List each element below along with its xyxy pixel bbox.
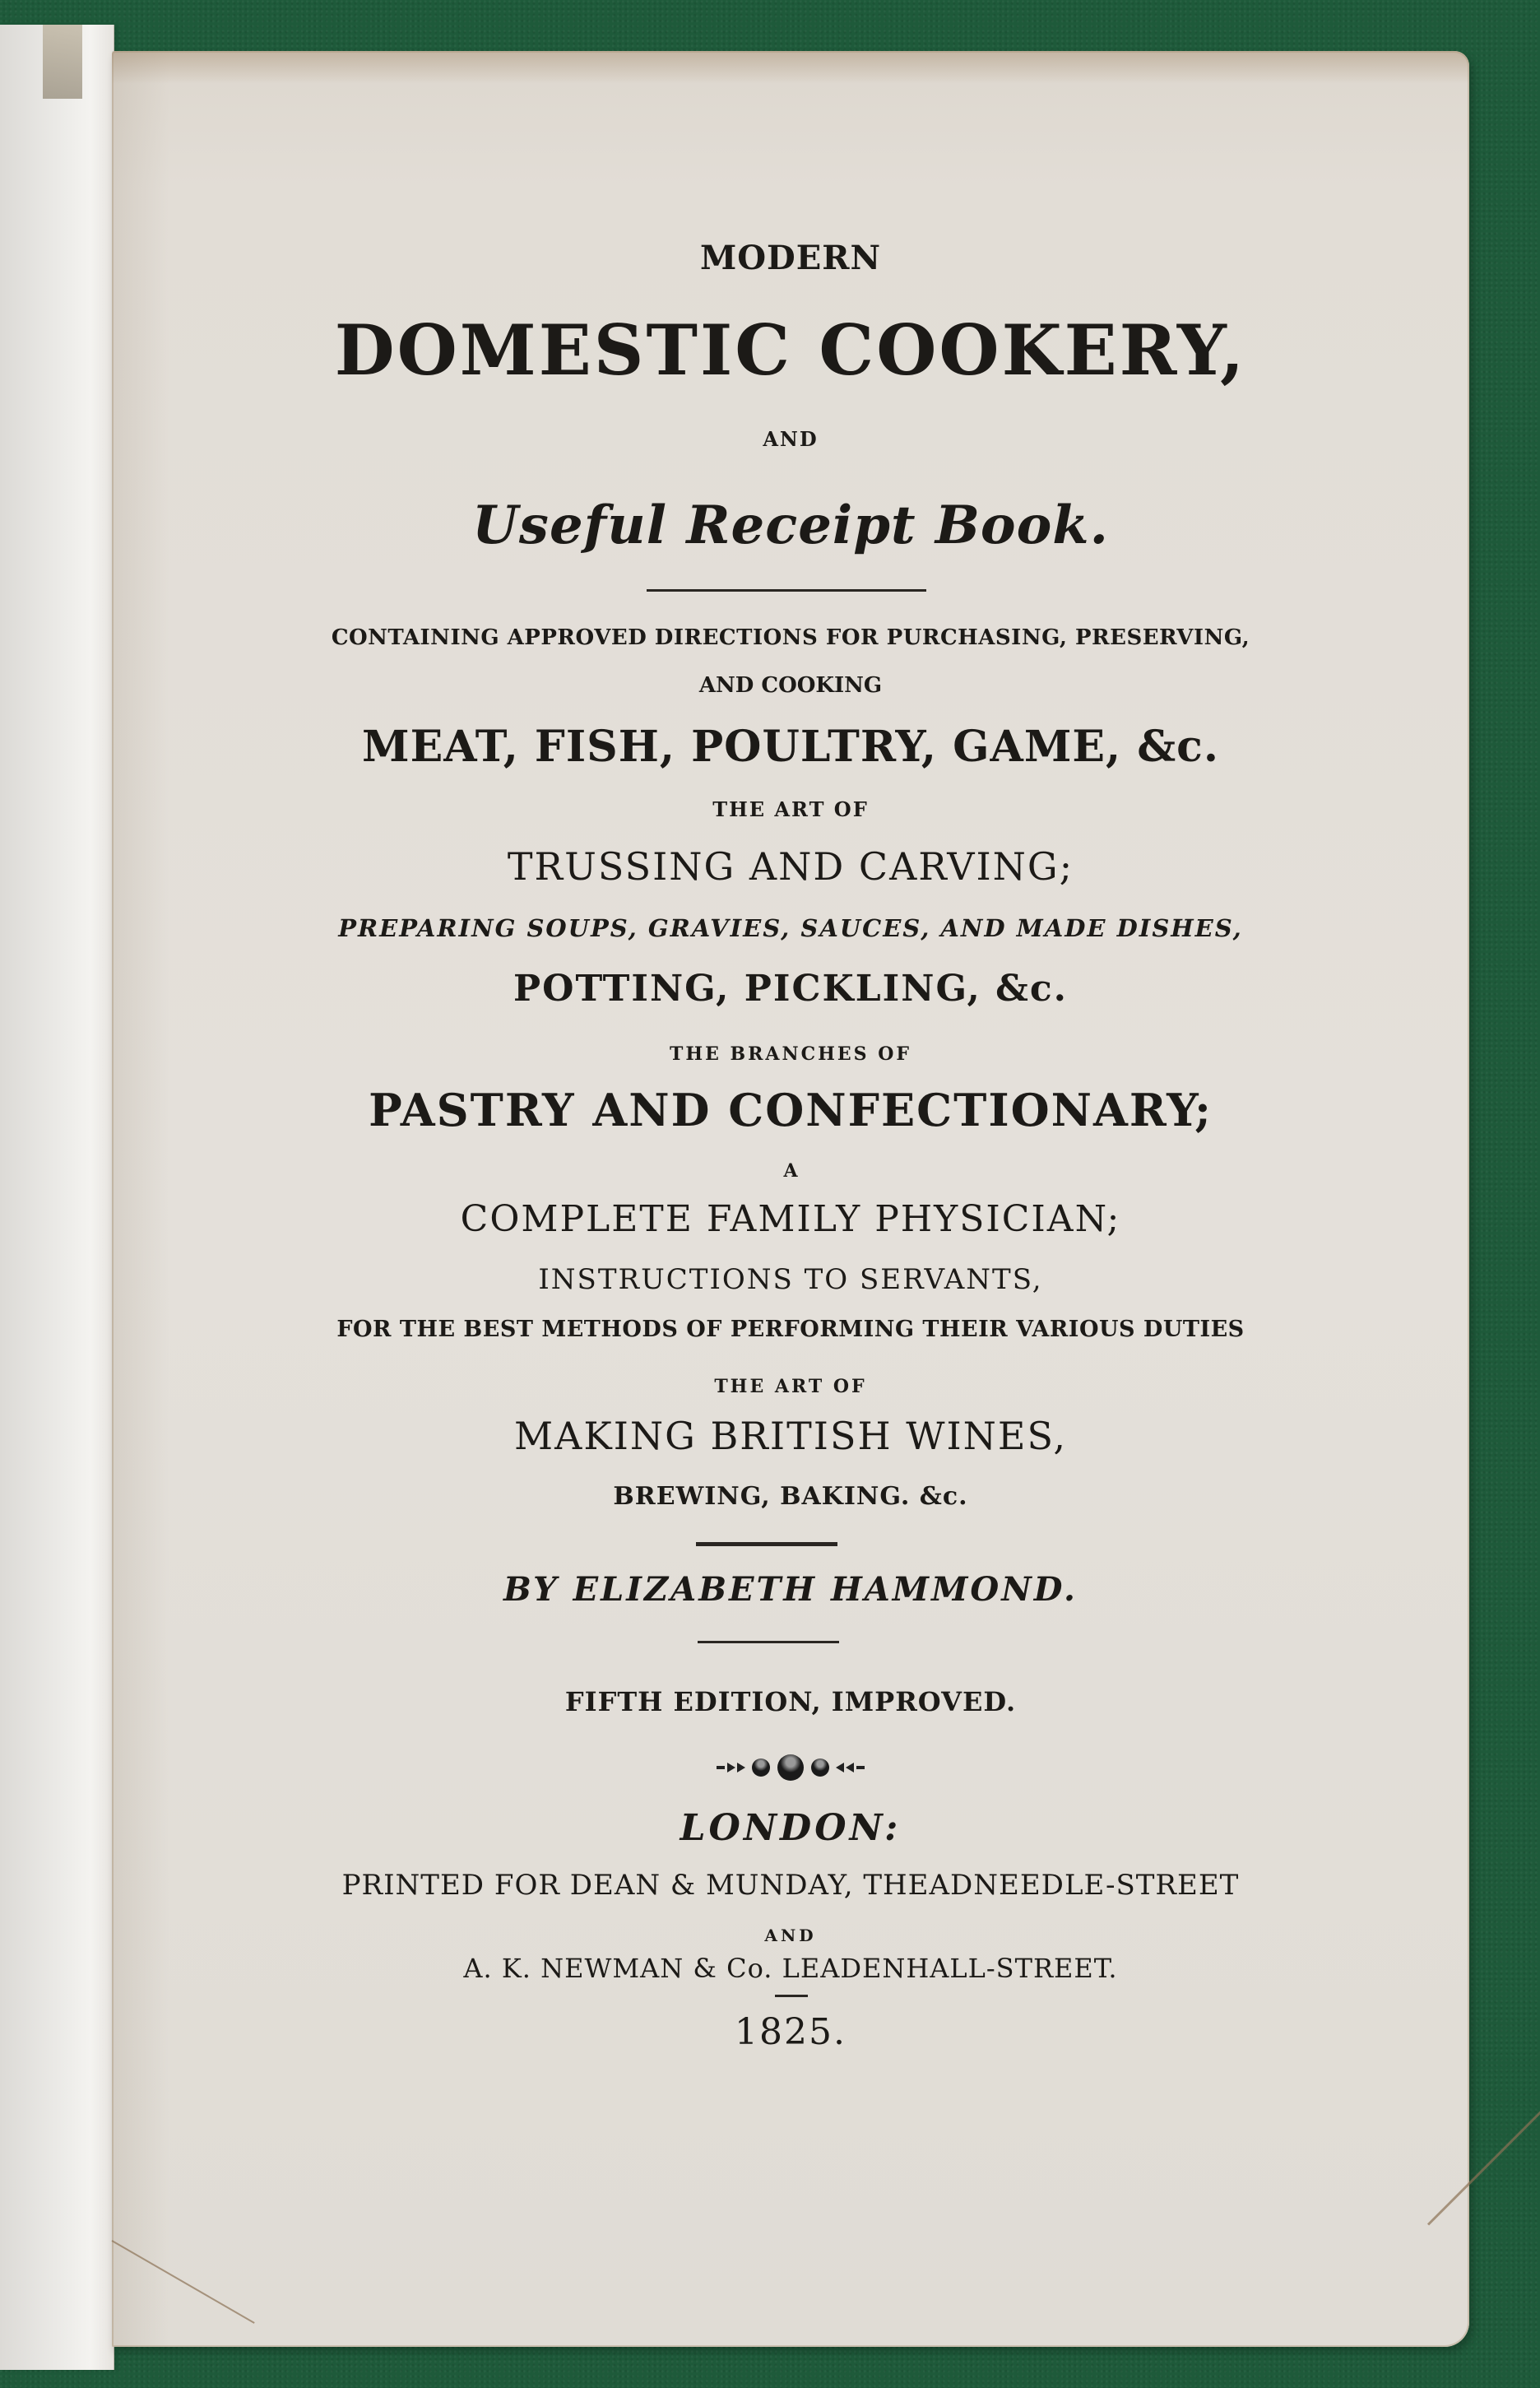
spine-binding [43,25,82,99]
and-connector-2: AND [764,1926,817,1945]
preparing-line: PREPARING SOUPS, GRAVIES, SAUCES, AND MADE DISHES, [338,914,1243,942]
a-line: A [783,1160,798,1182]
modern-heading: MODERN [699,239,882,277]
divider-rule-3 [698,1641,839,1643]
methods-line: FOR THE BEST METHODS OF PERFORMING THEIR VARIOUS DUTIES [336,1317,1245,1342]
city-line: LONDON: [680,1807,902,1849]
and-cooking-line: AND COOKING [698,673,883,698]
subtitle-blackletter: Useful Receipt Book. [472,495,1109,556]
meat-fish-line: MEAT, FISH, POULTRY, GAME, &c. [362,722,1219,772]
page-edge-stain-top [112,51,1469,84]
pastry-line: PASTRY AND CONFECTIONARY; [369,1084,1213,1136]
and-connector: AND [763,427,819,451]
wines-line: MAKING BRITISH WINES, [514,1414,1067,1458]
containing-line: CONTAINING APPROVED DIRECTIONS FOR PURCHASING, PRESERVING, [331,625,1250,650]
page-edge-shadow-left [112,51,169,2347]
divider-rule [647,589,926,592]
trussing-line: TRUSSING AND CARVING; [507,844,1074,889]
art-of-line: THE ART OF [712,797,869,821]
printer-line-1: PRINTED FOR DEAN & MUNDAY, THEADNEEDLE-STREET [341,1869,1240,1902]
facing-page-left [0,25,114,2370]
corner-crease [1427,2107,1540,2226]
printer-ornament-icon [112,1754,1469,1781]
main-title: DOMESTIC COOKERY, [334,309,1247,391]
branches-line: THE BRANCHES OF [669,1043,912,1065]
instructions-line: INSTRUCTIONS TO SERVANTS, [538,1263,1043,1296]
divider-rule-2 [696,1542,837,1546]
art-of-line-2: THE ART OF [714,1376,867,1397]
author-line: BY ELIZABETH HAMMOND. [503,1570,1078,1609]
potting-line: POTTING, PICKLING, &c. [513,968,1068,1010]
printer-line-2: A. K. NEWMAN & Co. LEADENHALL-STREET. [463,1953,1118,1984]
divider-rule-4 [775,1995,808,1997]
physician-line: COMPLETE FAMILY PHYSICIAN; [460,1198,1121,1240]
year-line: 1825. [735,2011,847,2053]
title-page [112,51,1469,2347]
edition-line: FIFTH EDITION, IMPROVED. [564,1686,1017,1717]
brewing-line: BREWING, BAKING. &c. [613,1482,968,1511]
